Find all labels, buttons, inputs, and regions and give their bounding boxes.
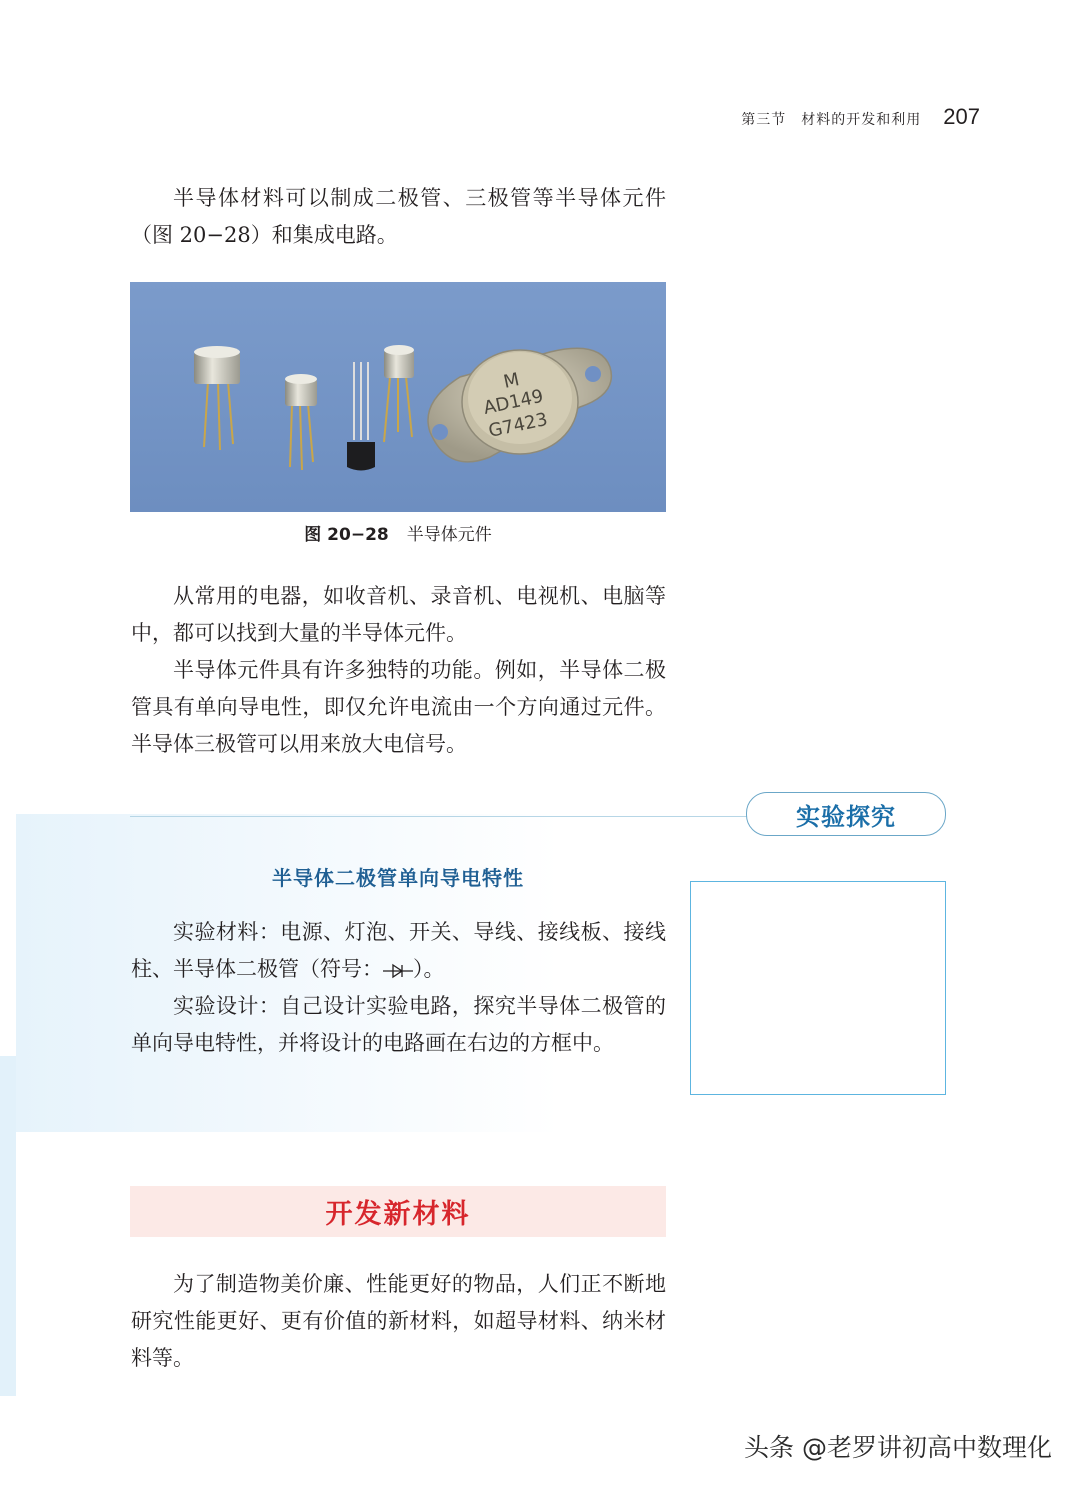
diode-symbol-icon	[383, 963, 413, 979]
circuit-drawing-box[interactable]	[690, 881, 946, 1095]
part-marking-1: M	[501, 369, 522, 393]
experiment-divider	[130, 816, 750, 817]
section-title: 第三节 材料的开发和利用	[741, 112, 922, 128]
page-number: 207	[943, 104, 980, 129]
experiment-text	[131, 914, 666, 1062]
figure-caption-text: 半导体元件	[406, 525, 492, 545]
body-paragraph-1: 从常用的电器，如收音机、录音机、电视机、电脑等中，都可以找到大量的半导体元件。	[131, 584, 666, 645]
section-heading: 开发新材料	[130, 1186, 666, 1237]
experiment-design: 实验设计：自己设计实验电路，探究半导体二极管的单向导电特性，并将设计的电路画在右边的方框中。	[131, 994, 666, 1055]
figure-number: 图 20−28	[304, 525, 389, 545]
body-paragraphs	[131, 578, 666, 763]
watermark: 头条 @老罗讲初高中数理化	[744, 1433, 1052, 1462]
part-marking-2: AD149	[481, 385, 546, 419]
left-margin-strip	[0, 1056, 16, 1396]
body-paragraph-2: 半导体元件具有许多独特的功能。例如，半导体二极管具有单向导电性，即仅允许电流由一个方向通过元件。半导体三极管可以用来放大电信号。	[131, 658, 666, 756]
semiconductor-photo	[130, 282, 666, 512]
intro-paragraph	[131, 180, 666, 254]
figure-caption	[130, 520, 666, 545]
experiment-title: 半导体二极管单向导电特性	[272, 866, 524, 890]
materials-close: ）。	[413, 957, 445, 981]
page-header	[741, 104, 980, 130]
section-text: 为了制造物美价廉、性能更好的物品，人们正不断地研究性能更好、更有价值的新材料，如超导材料、纳米材料等。	[131, 1272, 666, 1370]
part-marking-3: G7423	[486, 408, 550, 442]
materials-text: 实验材料：电源、灯泡、开关、导线、接线板、接线柱、半导体二极管（符号：	[131, 920, 666, 981]
section-paragraph	[131, 1266, 666, 1377]
experiment-tag: 实验探究	[746, 792, 946, 836]
intro-text: 半导体材料可以制成二极管、三极管等半导体元件（图 20−28）和集成电路。	[131, 186, 666, 247]
experiment-materials	[131, 914, 666, 988]
